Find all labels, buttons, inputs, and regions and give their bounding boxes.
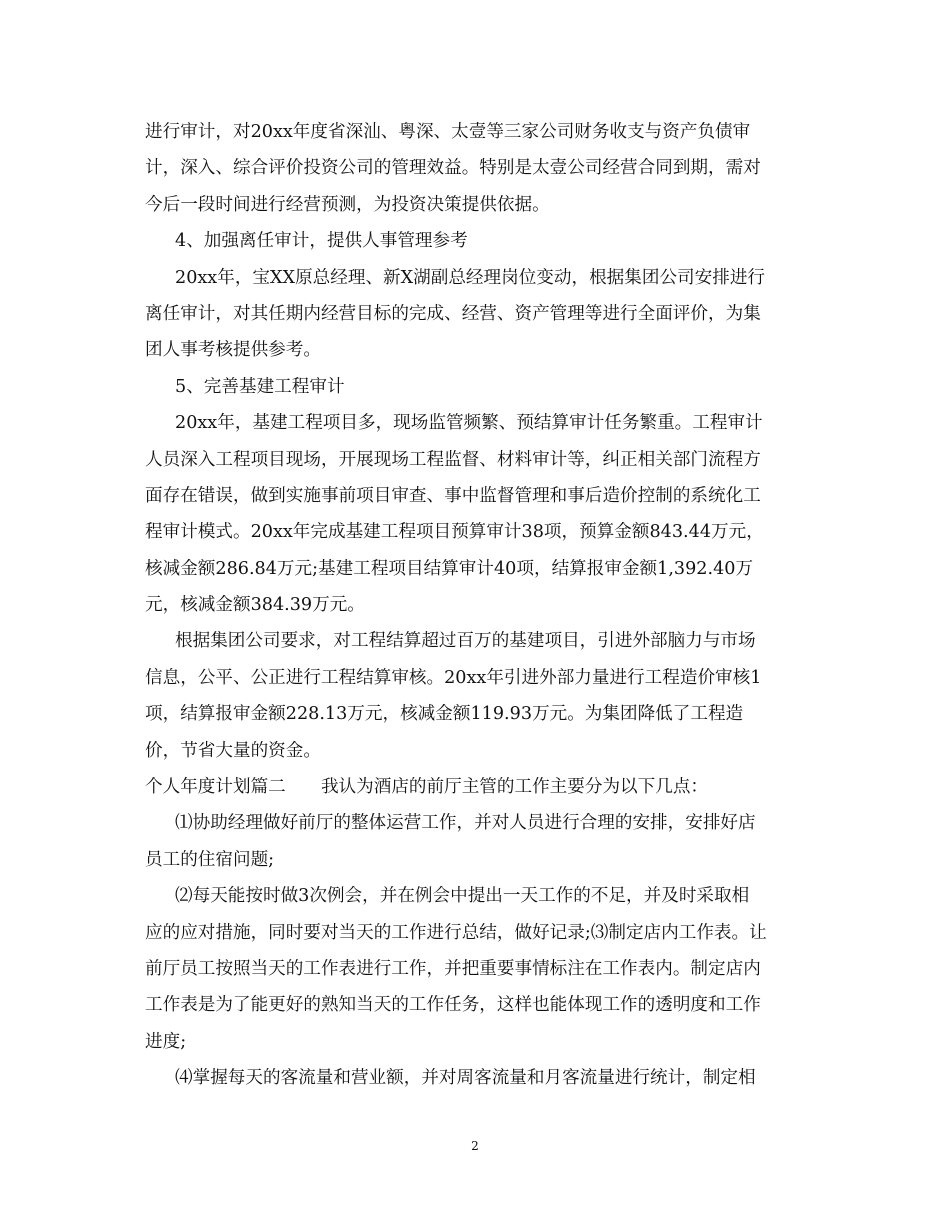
text-line: 进度; <box>145 1031 187 1052</box>
text-line: 离任审计，对其任期内经营目标的完成、经营、资产管理等进行全面评价，为集 <box>145 303 761 324</box>
text-line: 5、完善基建工程审计 <box>175 376 345 397</box>
text-line: 团人事考核提供参考。 <box>145 340 321 361</box>
text-line: 元，核减金额384.39万元。 <box>145 595 365 616</box>
text-line: 程审计模式。20xx年完成基建工程项目预算审计38项，预算金额843.44万元， <box>145 522 764 543</box>
text-line: 工作表是为了能更好的熟知当天的工作任务，这样也能体现工作的透明度和工作 <box>145 995 761 1016</box>
text-line: 根据集团公司要求，对工程结算超过百万的基建项目，引进外部脑力与市场 <box>175 631 756 652</box>
text-line: 个人年度计划篇二 我认为酒店的前厅主管的工作主要分为以下几点： <box>145 777 709 798</box>
text-line: 20xx年，基建工程项目多，现场监管频繁、预结算审计任务繁重。工程审计 <box>175 413 763 434</box>
text-line: 核减金额286.84万元;基建工程项目结算审计40项，结算报审金额1,392.40万 <box>145 558 754 579</box>
text-line: 信息，公平、公正进行工程结算审核。20xx年引进外部力量进行工程造价审核1 <box>145 667 762 688</box>
page-number: 2 <box>471 1139 479 1153</box>
text-line: ⑵每天能按时做3次例会，并在例会中提出一天工作的不足，并及时采取相 <box>175 886 750 907</box>
text-line: 人员深入工程项目现场，开展现场工程监督、材料审计等，纠正相关部门流程方 <box>145 449 761 470</box>
text-line: 进行审计，对20xx年度省深汕、粤深、太壹等三家公司财务收支与资产负债审 <box>145 122 751 142</box>
text-line: ⑴协助经理做好前厅的整体运营工作，并对人员进行合理的安排，安排好店 <box>175 813 756 834</box>
text-line: 20xx年，宝XX原总经理、新X湖副总经理岗位变动，根据集团公司安排进行 <box>175 267 766 288</box>
text-line: 面存在错误，做到实施事前项目审查、事中监督管理和事后造价控制的系统化工 <box>145 485 761 506</box>
text-line: 应的应对措施，同时要对当天的工作进行总结，做好记录;⑶制定店内工作表。让 <box>145 922 767 943</box>
text-line: ⑷掌握每天的客流量和营业额，并对周客流量和月客流量进行统计，制定相 <box>175 1068 756 1089</box>
text-line: 计，深入、综合评价投资公司的管理效益。特别是太壹公司经营合同到期，需对 <box>145 158 761 179</box>
text-line: 4、加强离任审计，提供人事管理参考 <box>175 231 468 252</box>
text-line: 员工的住宿问题; <box>145 849 275 870</box>
text-line: 今后一段时间进行经营预测，为投资决策提供依据。 <box>145 194 550 215</box>
document-body <box>145 114 810 1097</box>
text-line: 项，结算报审金额228.13万元，核减金额119.93万元。为集团降低了工程造 <box>145 704 744 725</box>
text-line: 前厅员工按照当天的工作表进行工作，并把重要事情标注在工作表内。制定店内 <box>145 958 761 979</box>
text-line: 价，节省大量的资金。 <box>145 740 321 761</box>
